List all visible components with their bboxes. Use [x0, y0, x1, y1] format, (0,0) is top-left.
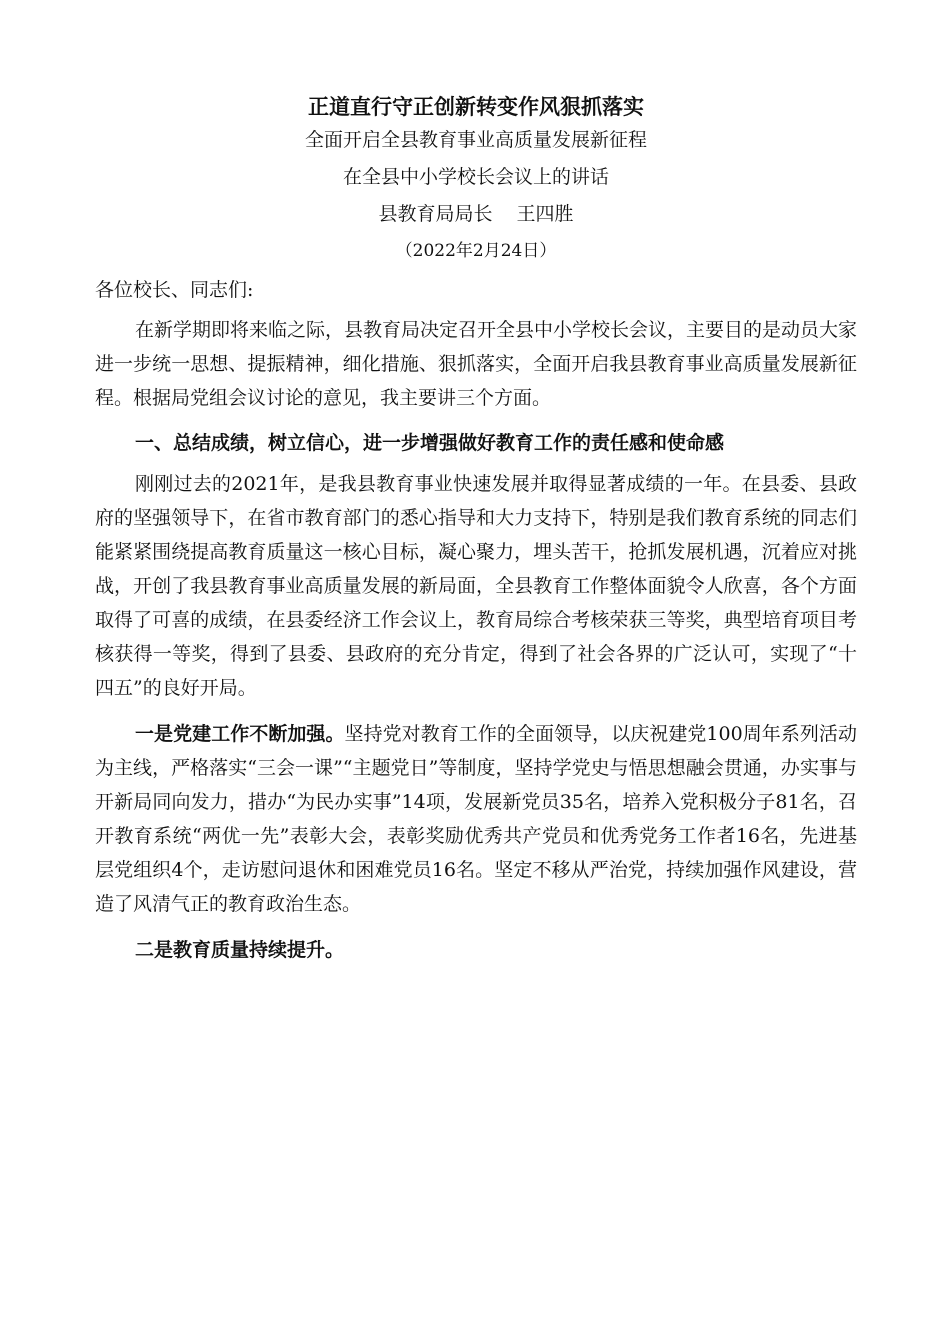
- document-subtitle: 全面开启全县教育事业高质量发展新征程: [304, 129, 647, 151]
- document-page: [95, 92, 857, 981]
- point-1-body: 坚持党对教育工作的全面领导，以庆祝建党100周年系列活动为主线，严格落实“三会一课”“主题党日”等制度，坚持学党史与悟思想融会贯通，办实事与开新局同向发力，措办“为民办实事”14项，发展新党员35名，培养入党积极分子81名，召开教育系统“两优一先”表彰大会，表彰奖励优秀共产党员和优秀党务工作者16名，先进基层党组织4个，走访慰问退休和困难党员16名。坚定不移从严治党，持续加强作风建设，营造了风清气正的教育政治生态。: [95, 723, 857, 915]
- document-title: 正道直行守正创新转变作风狠抓落实: [308, 94, 644, 119]
- point-2-lead: 二是教育质量持续提升。: [135, 939, 345, 961]
- intro-paragraph: 在新学期即将来临之际，县教育局决定召开全县中小学校长会议，主要目的是动员大家进一步统一思想、提振精神，细化措施、狠抓落实，全面开启我县教育事业高质量发展新征程。根据局党组会议讨论的意见，我主要讲三个方面。: [95, 319, 858, 409]
- section-1-paragraph: 刚刚过去的2021年，是我县教育事业快速发展并取得显著成绩的一年。在县委、县政府的坚强领导下，在省市教育部门的悉心指导和大力支持下，特别是我们教育系统的同志们能紧紧围绕提高教育质量这一核心目标，凝心聚力，埋头苦干，抢抓发展机遇，沉着应对挑战，开创了我县教育事业高质量发展的新局面，全县教育工作整体面貌令人欣喜，各个方面取得了可喜的成绩，在县委经济工作会议上，教育局综合考核荣获三等奖，典型培育项目考核获得一等奖，得到了县委、县政府的充分肯定，得到了社会各界的广泛认可，实现了“十四五”的良好开局。: [95, 473, 857, 699]
- point-1-lead: 一是党建工作不断加强。: [135, 723, 345, 745]
- point-1-paragraph: [95, 717, 857, 921]
- salutation: 各位校长、同志们:: [95, 279, 254, 301]
- speech-date: （2022年2月24日）: [395, 241, 557, 261]
- speech-occasion: 在全县中小学校长会议上的讲话: [342, 166, 609, 188]
- speaker-line: [95, 202, 857, 227]
- point-2-paragraph: [95, 933, 857, 967]
- speaker-position: 县教育局局长: [378, 203, 493, 225]
- speaker-name: 王四胜: [516, 203, 574, 225]
- section-1-heading: 一、总结成绩，树立信心，进一步增强做好教育工作的责任感和使命感: [135, 432, 725, 454]
